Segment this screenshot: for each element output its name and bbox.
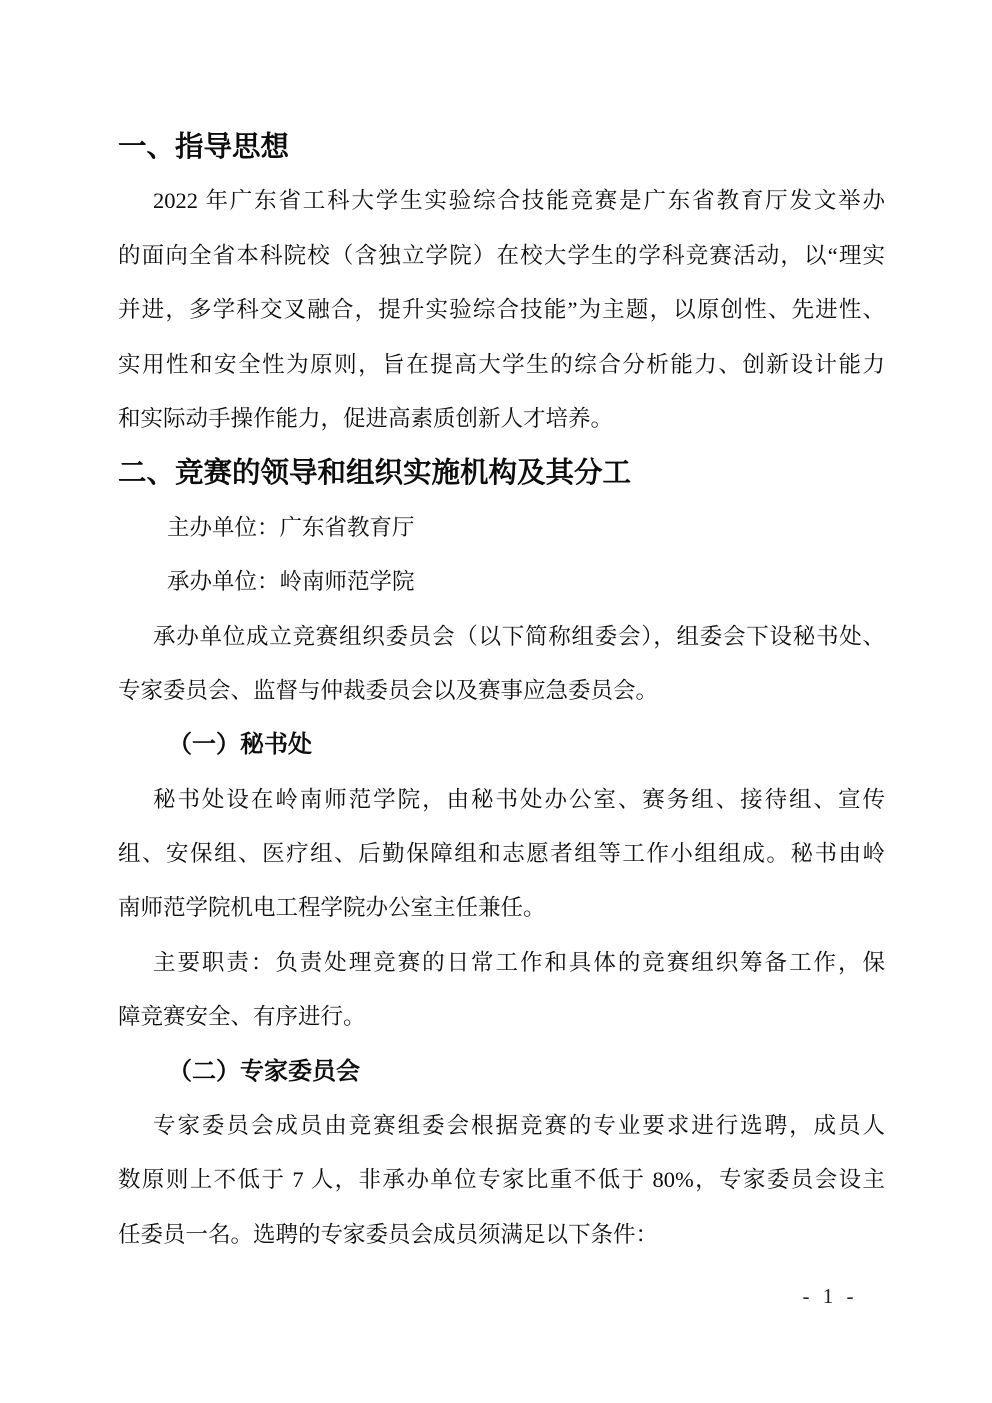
section-heading-guiding-ideology: 一、指导思想 xyxy=(118,131,290,163)
document-body xyxy=(118,120,885,1262)
body-line: 秘书处设在岭南师范学院，由秘书处办公室、赛务组、接待组、宣传 xyxy=(153,786,885,812)
organizer-line-undertaker: 承办单位：岭南师范学院 xyxy=(167,569,415,595)
body-line: 组、安保组、医疗组、后勤保障组和志愿者组等工作小组组成。秘书由岭 xyxy=(118,841,885,867)
body-line: 和实际动手操作能力，促进高素质创新人才培养。 xyxy=(118,405,614,431)
body-line: 障竞赛安全、有序进行。 xyxy=(118,1004,366,1030)
organizer-line-host: 主办单位：广东省教育厅 xyxy=(167,514,415,540)
body-line: 承办单位成立竞赛组织委员会（以下简称组委会），组委会下设秘书处、 xyxy=(153,623,885,649)
subsection-heading-expert-committee: （二）专家委员会 xyxy=(168,1057,360,1085)
body-line: 专家委员会、监督与仲裁委员会以及赛事应急委员会。 xyxy=(118,677,659,703)
body-line: 数原则上不低于 7 人，非承办单位专家比重不低于 80%，专家委员会设主 xyxy=(118,1167,885,1193)
body-line: 专家委员会成员由竞赛组委会根据竞赛的专业要求进行选聘，成员人 xyxy=(153,1113,885,1139)
body-line: 主要职责：负责处理竞赛的日常工作和具体的竞赛组织筹备工作，保 xyxy=(153,949,885,975)
body-line: 并进，多学科交叉融合，提升实验综合技能”为主题，以原创性、先进性、 xyxy=(118,297,885,323)
page-number: - 1 - xyxy=(802,1284,858,1308)
body-line: 实用性和安全性为原则，旨在提高大学生的综合分析能力、创新设计能力 xyxy=(118,351,885,377)
section-heading-organization: 二、竞赛的领导和组织实施机构及其分工 xyxy=(118,457,632,490)
body-line: 2022 年广东省工科大学生实验综合技能竞赛是广东省教育厅发文举办 xyxy=(153,188,885,214)
body-line: 的面向全省本科院校（含独立学院）在校大学生的学科竞赛活动，以“理实 xyxy=(118,242,885,268)
body-line: 南师范学院机电工程学院办公室主任兼任。 xyxy=(118,895,546,921)
subsection-heading-secretariat: （一）秘书处 xyxy=(168,731,312,759)
body-line: 任委员一名。选聘的专家委员会成员须满足以下条件： xyxy=(118,1221,659,1247)
